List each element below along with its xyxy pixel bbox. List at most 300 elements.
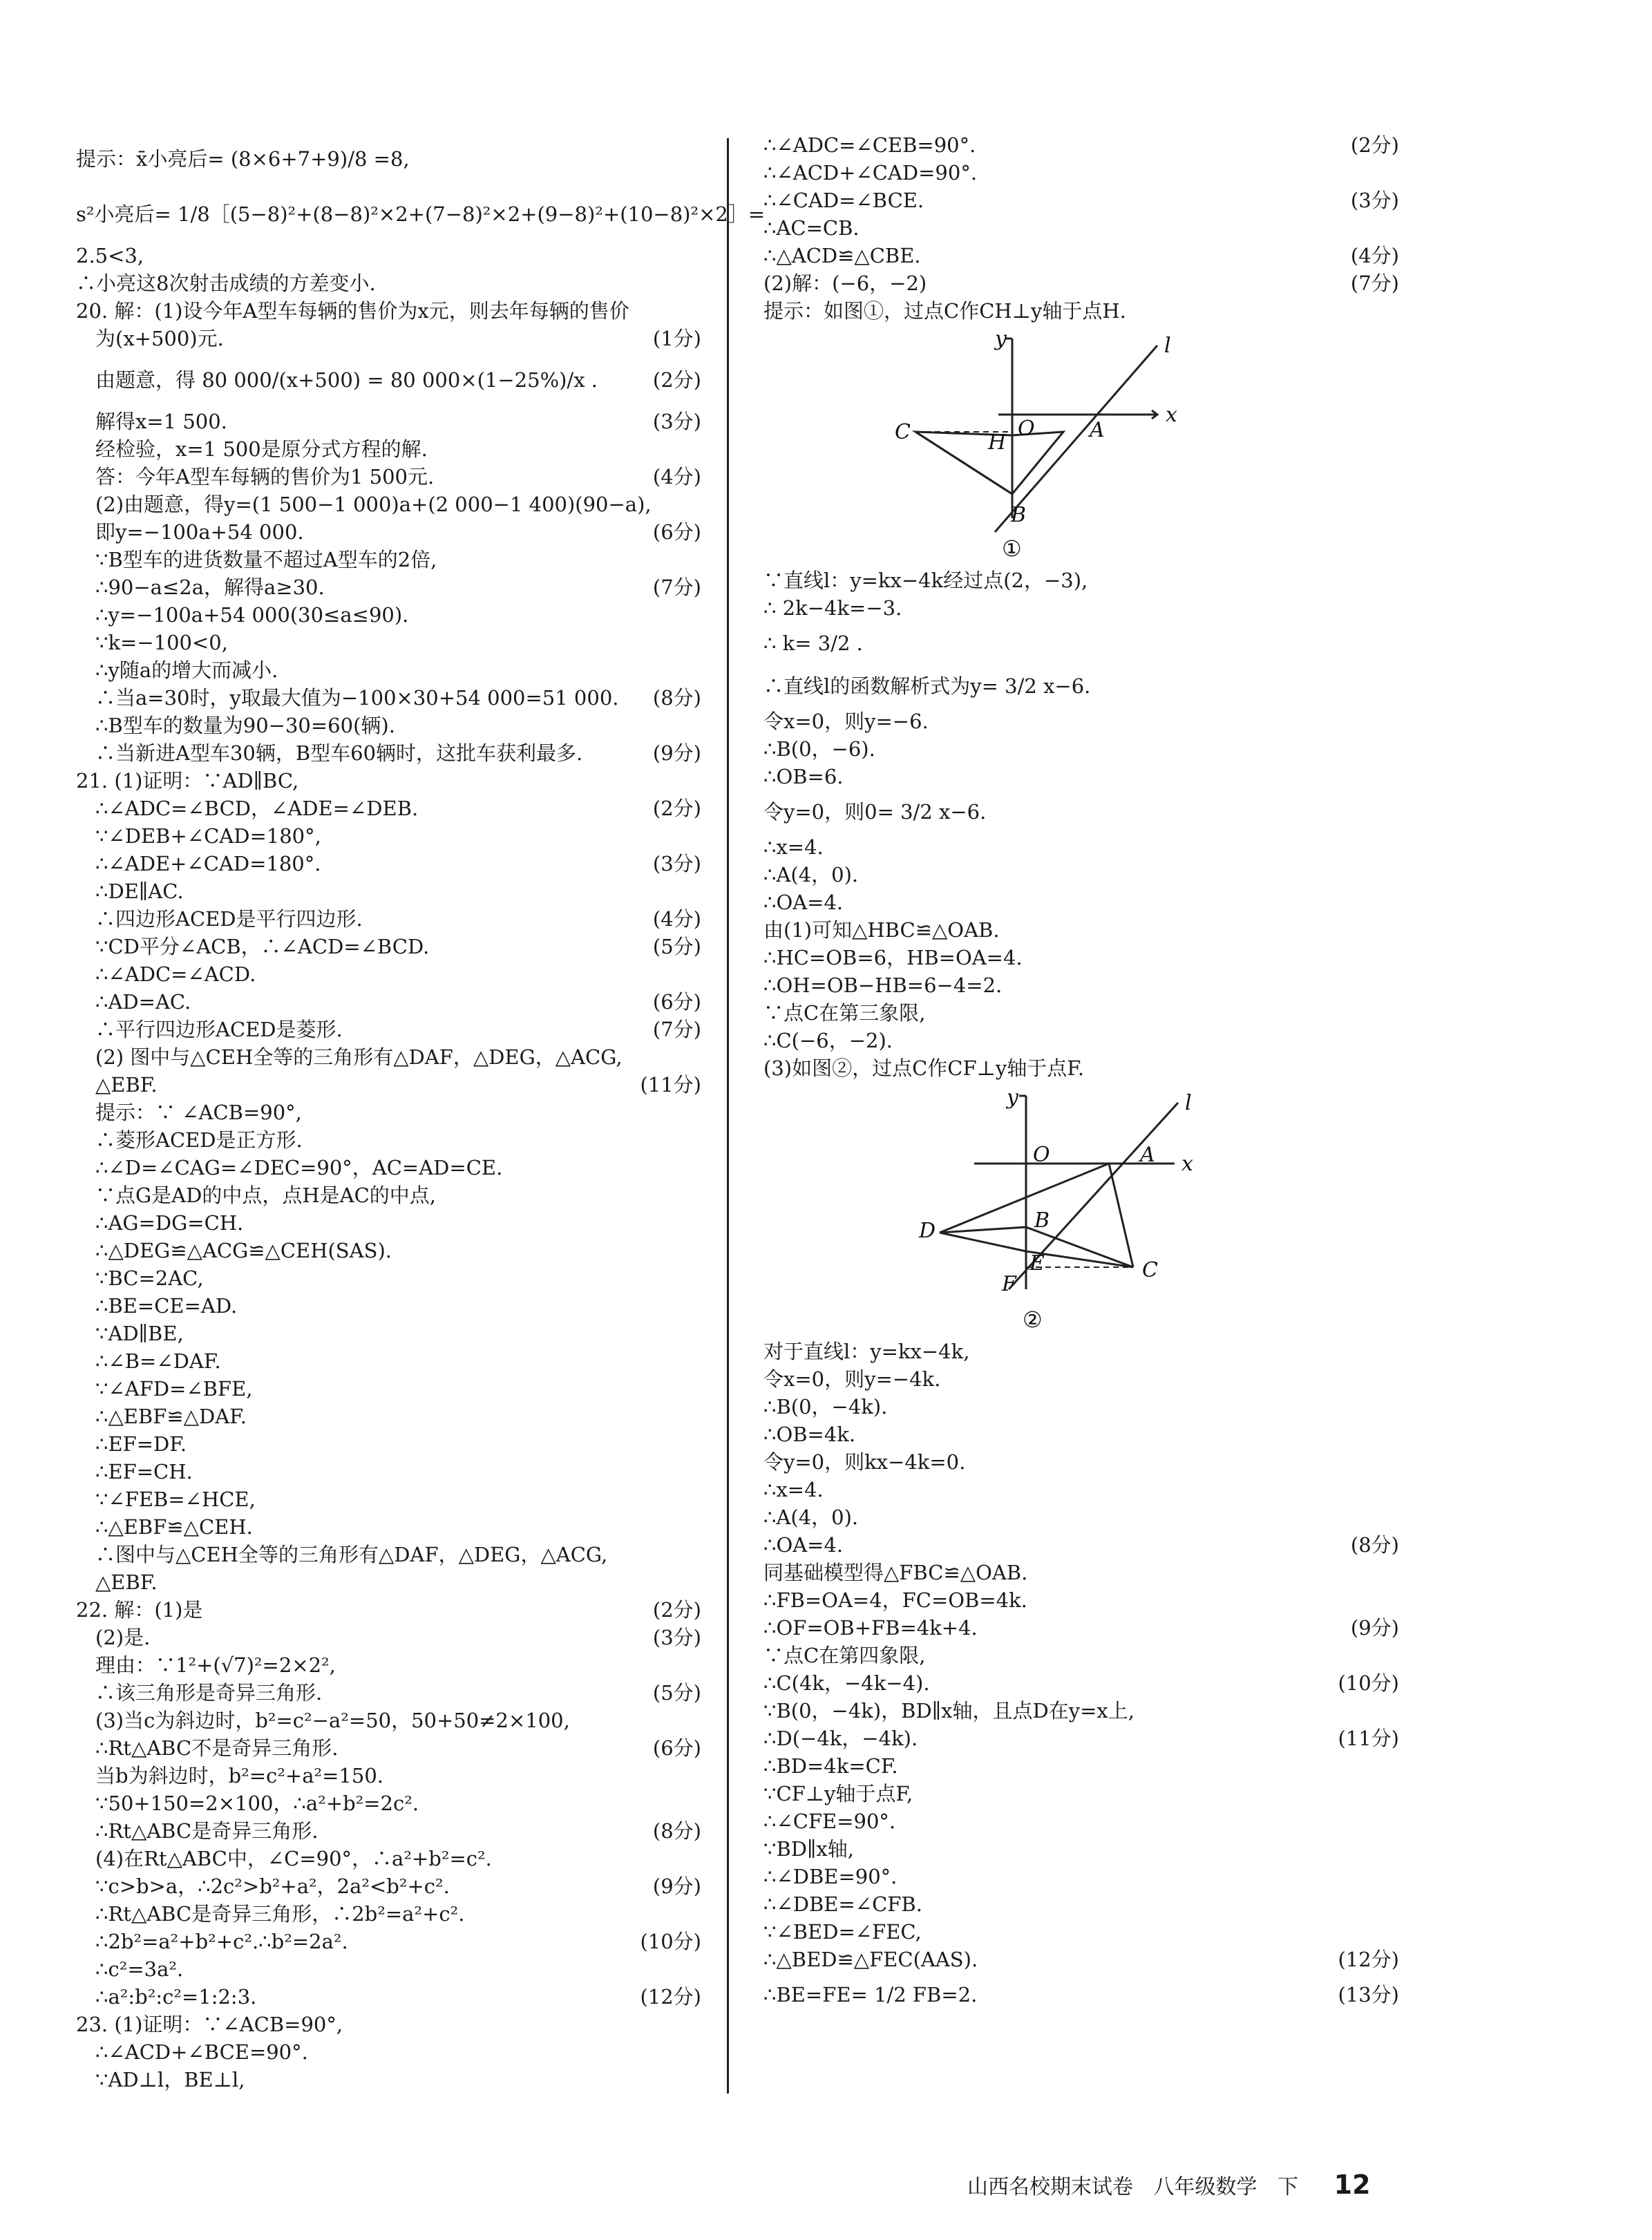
line-text: (4)在Rt△ABC中，∠C=90°，∴a²+b²=c². xyxy=(95,1847,492,1870)
fig1-label-c: C xyxy=(895,420,911,444)
text-line xyxy=(76,850,701,877)
line-text: ∴△DEG≌△ACG≌△CEH(SAS). xyxy=(95,1239,392,1262)
text-line xyxy=(76,1872,701,1900)
text-line xyxy=(76,408,701,435)
line-text: ∴∠DBE=∠CFB. xyxy=(763,1892,922,1916)
fig2-label-a: A xyxy=(1140,1143,1155,1167)
score-label: (3分) xyxy=(1350,189,1399,212)
line-text: 令x=0，则y=−4k. xyxy=(763,1367,941,1391)
line-text: 提示：∵ ∠ACB=90°, xyxy=(95,1101,302,1124)
text-line xyxy=(763,1973,1399,2016)
line-text: ∵∠AFD=∠BFE, xyxy=(95,1377,253,1401)
line-text: ∴当a=30时，y取最大值为−100×30+54 000=51 000. xyxy=(95,686,619,710)
line-text: ∴OA=4. xyxy=(763,891,844,914)
line-text: ∴∠ACD+∠CAD=90°. xyxy=(763,161,978,184)
line-text: ∴y随a的增大而减小. xyxy=(95,658,278,682)
text-line xyxy=(76,739,701,767)
text-line xyxy=(76,2011,701,2038)
text-line xyxy=(76,1486,701,1513)
text-line xyxy=(76,1458,701,1486)
text-line xyxy=(763,1863,1399,1890)
fig1-label-x: x xyxy=(1166,403,1177,427)
text-line xyxy=(763,297,1399,325)
text-line xyxy=(76,463,701,491)
text-line xyxy=(763,242,1399,269)
footer-volume: 下 xyxy=(1278,2175,1299,2199)
line-text: ∴OF=OB+FB=4k+4. xyxy=(763,1616,978,1640)
line-text: ∴OA=4. xyxy=(763,1533,844,1557)
text-line xyxy=(76,1513,701,1541)
text-line xyxy=(76,1679,701,1707)
text-line xyxy=(76,1403,701,1430)
text-line xyxy=(76,1292,701,1320)
fig1-label-b: B xyxy=(1011,503,1027,527)
figure-1 xyxy=(763,325,1399,567)
text-line xyxy=(76,546,701,573)
text-line xyxy=(76,1320,701,1347)
text-line xyxy=(763,1559,1399,1586)
text-line xyxy=(763,1393,1399,1421)
fig1-label-l: l xyxy=(1164,334,1171,358)
score-label: (9分) xyxy=(1350,1616,1399,1640)
score-label: (12分) xyxy=(1338,1948,1399,1971)
line-text: ∵∠BED=∠FEC, xyxy=(763,1920,922,1944)
text-line xyxy=(763,1642,1399,1669)
text-line xyxy=(76,1983,701,2011)
line-text: ∴BE=FE= 1/2 FB=2. xyxy=(763,1983,978,2006)
text-line xyxy=(763,1448,1399,1476)
line-text: ∵50+150=2×100，∴a²+b²=2c². xyxy=(95,1792,419,1815)
fig2-label-e: E xyxy=(1029,1251,1045,1275)
text-line xyxy=(76,1596,701,1624)
text-line xyxy=(763,999,1399,1027)
line-text: 理由：∵1²+(√7)²=2×2², xyxy=(95,1653,336,1677)
text-line xyxy=(76,491,701,518)
line-text: ∴DE∥AC. xyxy=(95,880,184,903)
line-text: 22. 解：(1)是 xyxy=(76,1598,203,1622)
line-text: ∴C(4k，−4k−4). xyxy=(763,1671,930,1695)
line-text: ∴c²=3a². xyxy=(95,1957,184,1981)
score-label: (9分) xyxy=(652,741,701,765)
text-line xyxy=(763,187,1399,214)
score-label: (2分) xyxy=(1350,133,1399,157)
line-text: ∵k=−100<0, xyxy=(95,631,228,654)
text-line xyxy=(763,1890,1399,1918)
fig2-label-d: D xyxy=(919,1219,936,1243)
line-text: 同基础模型得△FBC≌△OAB. xyxy=(763,1561,1028,1584)
line-text: 提示：x̄小亮后= (8×6+7+9)/8 =8, xyxy=(76,147,410,171)
text-line xyxy=(763,567,1399,594)
fig2-label-l: l xyxy=(1185,1091,1192,1115)
line-text: 20. 解：(1)设今年A型车每辆的售价为x元，则去年每辆的售价 xyxy=(76,299,629,323)
line-text: ∴Rt△ABC是奇异三角形，∴2b²=a²+c². xyxy=(95,1902,465,1926)
score-label: (5分) xyxy=(652,935,701,958)
line-text: ∴B型车的数量为90−30=60(辆). xyxy=(95,714,395,737)
fig2-label-o: O xyxy=(1033,1143,1050,1167)
line-text: 令y=0，则kx−4k=0. xyxy=(763,1450,966,1474)
text-line xyxy=(76,684,701,712)
line-text: ∵AD⊥l，BE⊥l, xyxy=(95,2068,245,2091)
fig1-label-o: O xyxy=(1018,417,1035,441)
score-label: (2分) xyxy=(652,797,701,820)
text-line xyxy=(763,159,1399,187)
score-label: (10分) xyxy=(640,1930,701,1953)
text-line xyxy=(763,1725,1399,1752)
line-text: ∴C(−6，−2). xyxy=(763,1029,893,1052)
line-text: ∴∠ADC=∠BCD，∠ADE=∠DEB. xyxy=(95,797,419,820)
text-line xyxy=(76,1016,701,1043)
line-text: (2)解：(−6，−2) xyxy=(763,272,927,295)
line-text: s²小亮后= 1/8［(5−8)²+(8−8)²×2+(7−8)²×2+(9−8)²+(10−8)²×2］= xyxy=(76,202,766,226)
text-line xyxy=(763,944,1399,971)
line-text: ∴∠ACD+∠BCE=90°. xyxy=(95,2040,308,2064)
text-line xyxy=(76,1900,701,1928)
text-line xyxy=(763,665,1399,708)
score-label: (7分) xyxy=(1350,272,1399,295)
text-line xyxy=(76,297,701,325)
line-text: (2) 图中与△CEH全等的三角形有△DAF，△DEG，△ACG, xyxy=(95,1045,623,1069)
line-text: ∴△ACD≌△CBE. xyxy=(763,244,921,267)
text-line xyxy=(763,971,1399,999)
line-text: ∴∠ADC=∠CEB=90°. xyxy=(763,133,976,157)
score-label: (4分) xyxy=(652,465,701,488)
line-text: ∴EF=DF. xyxy=(95,1432,187,1456)
line-text: ∴A(4，0). xyxy=(763,1506,859,1529)
text-line xyxy=(763,1807,1399,1835)
line-text: ∵∠FEB=∠HCE, xyxy=(95,1488,256,1511)
text-line xyxy=(763,889,1399,916)
score-label: (7分) xyxy=(652,576,701,599)
text-line xyxy=(76,712,701,739)
line-text: ∴AC=CB. xyxy=(763,216,860,240)
fig2-label-c: C xyxy=(1142,1258,1158,1282)
line-text: ∵直线l：y=kx−4k经过点(2，−3), xyxy=(763,569,1088,592)
score-label: (8分) xyxy=(1350,1533,1399,1557)
line-text: 经检验，x=1 500是原分式方程的解. xyxy=(95,437,428,461)
line-text: ∴该三角形是奇异三角形. xyxy=(95,1681,323,1705)
line-text: ∵BD∥x轴, xyxy=(763,1837,854,1861)
text-line xyxy=(76,1541,701,1568)
figure-2 xyxy=(763,1082,1399,1338)
line-text: ∴AG=DG=CH. xyxy=(95,1211,244,1235)
line-text: ∴Rt△ABC是奇异三角形. xyxy=(95,1819,319,1843)
text-line xyxy=(76,1845,701,1872)
text-line xyxy=(763,1365,1399,1393)
right-block-2 xyxy=(763,567,1399,1082)
line-text: (3)如图②，过点C作CF⊥y轴于点F. xyxy=(763,1056,1085,1080)
text-line xyxy=(76,795,701,822)
line-text: ∴∠CFE=90°. xyxy=(763,1810,896,1833)
text-line xyxy=(76,2066,701,2094)
line-text: 23. (1)证明：∵∠ACB=90°, xyxy=(76,2013,343,2036)
text-line xyxy=(76,1347,701,1375)
line-text: ∴EF=CH. xyxy=(95,1460,193,1483)
text-line xyxy=(76,1430,701,1458)
line-text: ∴直线l的函数解析式为y= 3/2 x−6. xyxy=(763,674,1091,698)
line-text: ∵B型车的进货数量不超过A型车的2倍, xyxy=(95,548,437,571)
text-line xyxy=(763,1054,1399,1082)
text-line xyxy=(763,269,1399,297)
text-line xyxy=(76,1651,701,1679)
line-text: 即y=−100a+54 000. xyxy=(95,520,304,544)
text-line xyxy=(763,1918,1399,1946)
text-line xyxy=(763,763,1399,790)
text-line xyxy=(763,1780,1399,1807)
page-number: 12 xyxy=(1333,2170,1371,2200)
line-text: 提示：如图①，过点C作CH⊥y轴于点H. xyxy=(763,299,1126,323)
text-line xyxy=(76,1209,701,1237)
text-line xyxy=(763,861,1399,889)
score-label: (13分) xyxy=(1338,1983,1399,2006)
text-line xyxy=(76,1955,701,1983)
right-block-1 xyxy=(763,131,1399,325)
text-line xyxy=(763,833,1399,861)
line-text: ∴∠D=∠CAG=∠DEC=90°，AC=AD=CE. xyxy=(95,1156,503,1179)
text-line xyxy=(76,988,701,1016)
text-line xyxy=(763,1669,1399,1697)
text-line xyxy=(76,960,701,988)
line-text: ∵∠DEB+∠CAD=180°, xyxy=(95,824,321,848)
score-label: (9分) xyxy=(652,1874,701,1898)
line-text: ∴AD=AC. xyxy=(95,990,191,1014)
text-line xyxy=(76,1181,701,1209)
line-text: ∴Rt△ABC不是奇异三角形. xyxy=(95,1736,339,1760)
line-text: △EBF. xyxy=(95,1073,158,1097)
text-line xyxy=(763,594,1399,622)
fig1-caption: ① xyxy=(1002,535,1022,562)
line-text: ∴∠ADC=∠ACD. xyxy=(95,962,256,986)
text-line xyxy=(763,1752,1399,1780)
text-line xyxy=(76,1071,701,1099)
line-text: ∵BC=2AC, xyxy=(95,1266,204,1290)
line-text: ∴∠CAD=∠BCE. xyxy=(763,189,924,212)
text-line xyxy=(76,905,701,933)
text-line xyxy=(76,1375,701,1403)
text-line xyxy=(76,1790,701,1817)
text-line xyxy=(763,214,1399,242)
text-line xyxy=(763,1614,1399,1642)
text-line xyxy=(763,735,1399,763)
line-text: 为(x+500)元. xyxy=(95,327,224,350)
text-line xyxy=(76,1237,701,1264)
text-line xyxy=(76,1707,701,1734)
right-block-3 xyxy=(763,1338,1399,2016)
text-line xyxy=(76,1568,701,1596)
line-text: ∴∠B=∠DAF. xyxy=(95,1349,221,1373)
score-label: (4分) xyxy=(652,907,701,931)
text-line xyxy=(76,629,701,656)
text-line xyxy=(76,1762,701,1790)
text-line xyxy=(763,1835,1399,1863)
text-line xyxy=(76,131,701,187)
line-text: 2.5<3, xyxy=(76,244,144,267)
line-text: 当b为斜边时，b²=c²+a²=150. xyxy=(95,1764,384,1787)
line-text: ∵点G是AD的中点，点H是AC的中点, xyxy=(95,1184,437,1207)
line-text: ∴图中与△CEH全等的三角形有△DAF，△DEG，△ACG, xyxy=(95,1543,608,1566)
text-line xyxy=(76,1624,701,1651)
line-text: (3)当c为斜边时，b²=c²−a²=50，50+50≠2×100, xyxy=(95,1709,570,1732)
text-line xyxy=(763,1697,1399,1725)
text-line xyxy=(76,601,701,629)
score-label: (6分) xyxy=(652,520,701,544)
score-label: (5分) xyxy=(652,1681,701,1705)
fig1-label-h: H xyxy=(988,430,1007,455)
score-label: (12分) xyxy=(640,1985,701,2009)
text-line xyxy=(763,916,1399,944)
text-line xyxy=(76,573,701,601)
line-text: ∴OB=4k. xyxy=(763,1423,856,1446)
fig2-label-b: B xyxy=(1034,1208,1050,1233)
text-line xyxy=(763,708,1399,735)
score-label: (8分) xyxy=(652,1819,701,1843)
line-text: 令x=0，则y=−6. xyxy=(763,710,929,733)
line-text: ∴ k= 3/2 . xyxy=(763,632,863,655)
line-text: ∴四边形ACED是平行四边形. xyxy=(95,907,363,931)
figure-1-diagram xyxy=(763,325,1399,567)
score-label: (6分) xyxy=(652,1736,701,1760)
line-text: ∴x=4. xyxy=(763,835,824,859)
text-line xyxy=(763,131,1399,159)
fig2-label-f: F xyxy=(1002,1272,1016,1296)
line-text: ∴OB=6. xyxy=(763,765,844,788)
fig2-label-x: x xyxy=(1181,1152,1193,1176)
text-line xyxy=(76,187,766,242)
text-line xyxy=(763,790,1399,833)
figure-2-diagram xyxy=(763,1082,1399,1338)
footer-book-title: 山西名校期末试卷 xyxy=(967,2175,1133,2199)
line-text: ∴△EBF≌△CEH. xyxy=(95,1515,253,1539)
column-divider xyxy=(727,138,729,2094)
line-text: (2)是. xyxy=(95,1626,151,1649)
text-line xyxy=(76,518,701,546)
text-line xyxy=(76,1264,701,1292)
line-text: ∴∠ADE+∠CAD=180°. xyxy=(95,852,321,875)
line-text: ∵CD平分∠ACB，∴∠ACD=∠BCD. xyxy=(95,935,430,958)
text-line xyxy=(76,242,701,269)
line-text: 由题意，得 80 000/(x+500) = 80 000×(1−25%)/x . xyxy=(95,368,598,392)
score-label: (3分) xyxy=(652,1626,701,1649)
score-label: (8分) xyxy=(652,686,701,710)
line-text: ∴△EBF≌△DAF. xyxy=(95,1405,247,1428)
score-label: (3分) xyxy=(652,410,701,433)
line-text: (2)由题意，得y=(1 500−1 000)a+(2 000−1 400)(90−a), xyxy=(95,493,652,516)
line-text: ∴FB=OA=4，FC=OB=4k. xyxy=(763,1588,1027,1612)
line-text: ∴x=4. xyxy=(763,1478,824,1501)
line-text: ∴当新进A型车30辆，B型车60辆时，这批车获利最多. xyxy=(95,741,583,765)
text-line xyxy=(76,767,701,795)
fig2-caption: ② xyxy=(1023,1307,1043,1333)
text-line xyxy=(76,1817,701,1845)
text-line xyxy=(76,2038,701,2066)
text-line xyxy=(763,1946,1399,1973)
score-label: (2分) xyxy=(652,368,701,392)
text-line xyxy=(76,269,701,297)
score-label: (11分) xyxy=(1338,1727,1399,1750)
footer-grade: 八年级数学 xyxy=(1153,2175,1257,2199)
score-label: (6分) xyxy=(652,990,701,1014)
score-label: (11分) xyxy=(640,1073,701,1097)
line-text: ∵c>b>a，∴2c²>b²+a²，2a²<b²+c². xyxy=(95,1874,450,1898)
score-label: (7分) xyxy=(652,1018,701,1041)
text-line xyxy=(76,1043,701,1071)
line-text: 令y=0，则0= 3/2 x−6. xyxy=(763,800,987,824)
line-text: ∴A(4，0). xyxy=(763,863,859,886)
text-line xyxy=(763,1421,1399,1448)
line-text: ∴90−a≤2a，解得a≥30. xyxy=(95,576,325,599)
score-label: (3分) xyxy=(652,852,701,875)
text-line xyxy=(76,325,701,352)
text-line xyxy=(763,1338,1399,1365)
line-text: ∴2b²=a²+b²+c².∴b²=2a². xyxy=(95,1930,348,1953)
line-text: ∵B(0，−4k)，BD∥x轴，且点D在y=x上, xyxy=(763,1699,1134,1722)
text-line xyxy=(76,1099,701,1126)
page-footer xyxy=(967,2170,1385,2200)
text-line xyxy=(76,656,701,684)
line-text: ∴∠DBE=90°. xyxy=(763,1865,898,1888)
line-text: 21. (1)证明：∵AD∥BC, xyxy=(76,769,299,792)
text-line xyxy=(763,1503,1399,1531)
line-text: ∴菱形ACED是正方形. xyxy=(95,1128,303,1152)
text-line xyxy=(763,1586,1399,1614)
line-text: ∵点C在第四象限, xyxy=(763,1644,926,1667)
score-label: (2分) xyxy=(652,1598,701,1622)
line-text: 对于直线l：y=kx−4k, xyxy=(763,1340,970,1363)
text-line xyxy=(76,933,701,960)
line-text: ∴平行四边形ACED是菱形. xyxy=(95,1018,343,1041)
left-column xyxy=(76,131,766,2094)
line-text: ∴B(0，−6). xyxy=(763,737,875,761)
score-label: (4分) xyxy=(1350,244,1399,267)
line-text: 答：今年A型车每辆的售价为1 500元. xyxy=(95,465,435,488)
right-column xyxy=(763,131,1399,2016)
text-line xyxy=(76,877,701,905)
line-text: 由(1)可知△HBC≌△OAB. xyxy=(763,918,1000,942)
line-text: ∴BD=4k=CF. xyxy=(763,1754,898,1778)
line-text: ∴OH=OB−HB=6−4=2. xyxy=(763,974,1003,997)
line-text: ∴HC=OB=6，HB=OA=4. xyxy=(763,946,1023,969)
fig1-label-y: y xyxy=(995,327,1007,351)
text-line xyxy=(763,1476,1399,1503)
line-text: ∵CF⊥y轴于点F, xyxy=(763,1782,913,1805)
line-text: ∴BE=CE=AD. xyxy=(95,1294,238,1318)
text-line xyxy=(76,435,701,463)
text-line xyxy=(763,1531,1399,1559)
text-line xyxy=(76,352,701,408)
text-line xyxy=(763,1027,1399,1054)
line-text: △EBF. xyxy=(95,1570,158,1594)
line-text: ∴ 2k−4k=−3. xyxy=(763,596,902,620)
line-text: ∵点C在第三象限, xyxy=(763,1001,926,1025)
score-label: (10分) xyxy=(1338,1671,1399,1695)
text-line xyxy=(76,1928,701,1955)
text-line xyxy=(76,1154,701,1181)
text-line xyxy=(763,622,1399,665)
score-label: (1分) xyxy=(652,327,701,350)
line-text: ∴B(0，−4k). xyxy=(763,1395,888,1418)
fig2-label-y: y xyxy=(1007,1085,1018,1110)
line-text: ∵AD∥BE, xyxy=(95,1322,184,1345)
line-text: ∴y=−100a+54 000(30≤a≤90). xyxy=(95,603,409,627)
line-text: ∴小亮这8次射击成绩的方差变小. xyxy=(76,272,376,295)
line-text: ∴D(−4k，−4k). xyxy=(763,1727,918,1750)
line-text: ∴a²:b²:c²=1:2:3. xyxy=(95,1985,257,2009)
text-line xyxy=(76,1734,701,1762)
fig1-label-a: A xyxy=(1090,418,1105,442)
text-line xyxy=(76,1126,701,1154)
text-line xyxy=(76,822,701,850)
line-text: 解得x=1 500. xyxy=(95,410,227,433)
line-text: ∴△BED≌△FEC(AAS). xyxy=(763,1948,978,1971)
